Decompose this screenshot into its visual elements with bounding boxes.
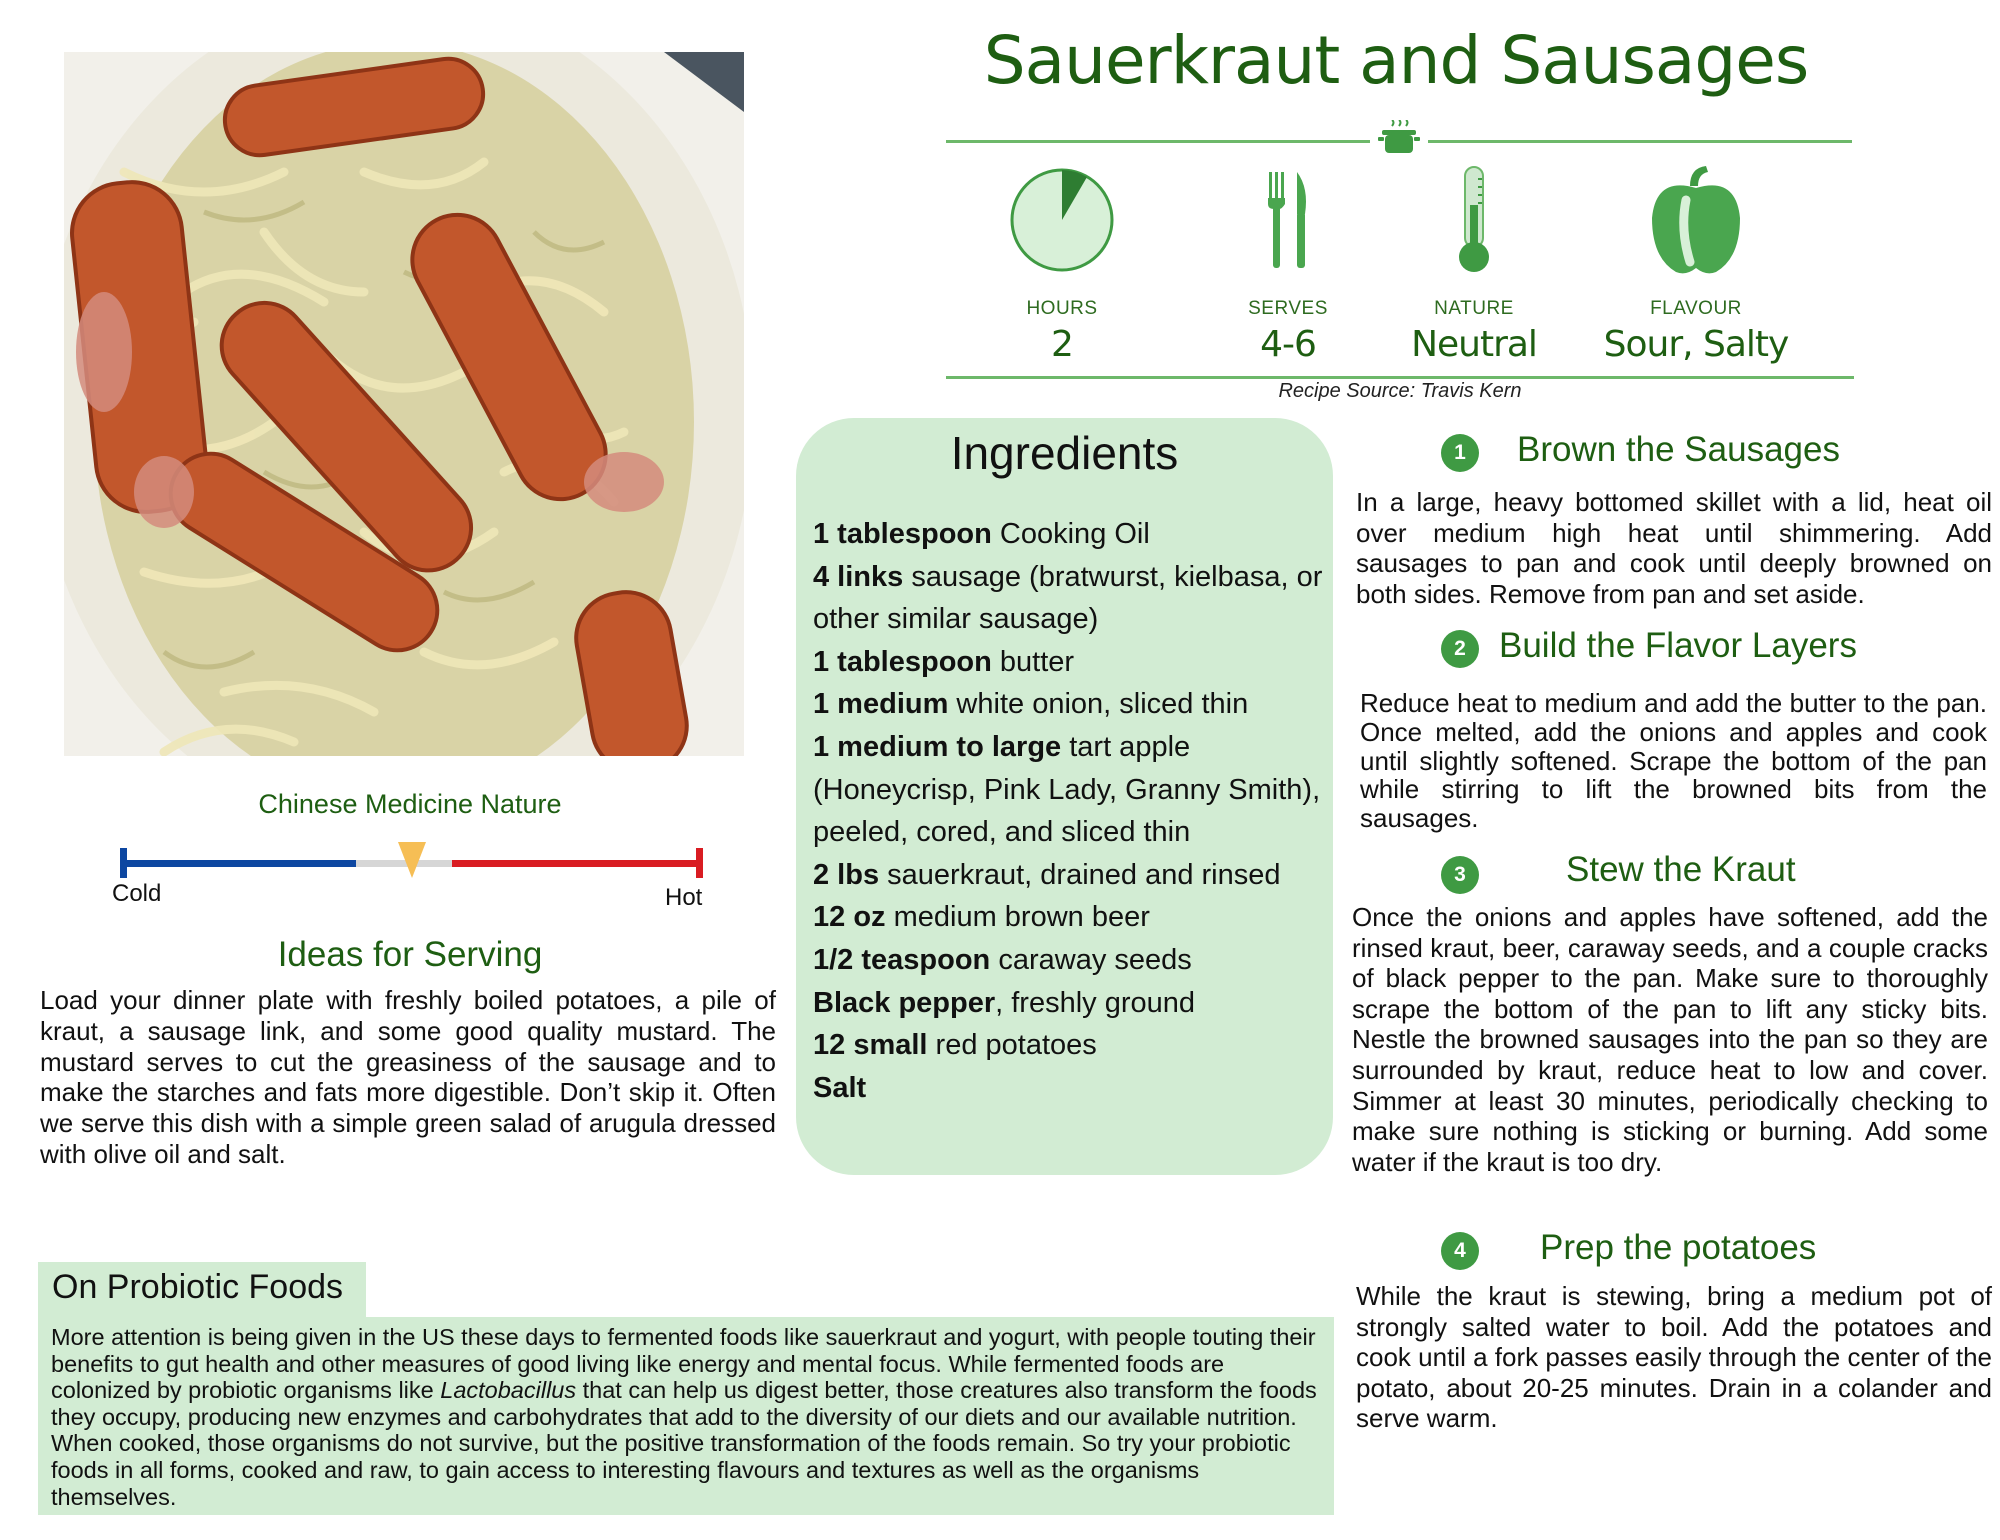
ingredient-text: white onion, sliced thin [948,688,1249,721]
ingredient-text: tart apple (Honeycrisp, Pink Lady, Granny Smith), peeled, cored, and sliced thin [813,730,1321,849]
step-2-badge: 2 [1441,630,1479,668]
stat-value: 2 [1051,324,1073,365]
ingredients-title: Ingredients [950,427,1179,479]
ingredient-item [813,1067,1333,1110]
ingredient-text: sauerkraut, drained and rinsed [879,858,1281,891]
ingredient-qty: 1 medium to large [813,730,1062,763]
ingredient-item [813,683,1333,726]
ingredient-item [813,939,1333,982]
step-1-badge: 1 [1441,434,1479,472]
ingredient-text: Cooking Oil [991,518,1150,550]
header-rule-right [1428,140,1852,143]
ingredient-text: red potatoes [927,1029,1097,1062]
stat-value: Neutral [1411,324,1537,365]
ingredient-item [813,854,1333,897]
ingredient-qty: Salt [813,1071,867,1104]
stat-nature [1354,160,1594,365]
recipe-source: Recipe Source: Travis Kern [1278,380,1522,402]
ingredient-qty: 1 tablespoon [813,518,992,550]
step-1-body: In a large, heavy bottomed skillet with a lid, heat oil over medium high heat until shimmering. Add sausages to pan and cook until deeply browned on both sides. Remove from pan and set aside. [1356,487,1992,609]
cold-label: Cold [112,880,162,907]
probiotic-title: On Probiotic Foods [38,1262,366,1318]
dish-photo [64,52,744,756]
step-2-title: Build the Flavor Layers [1499,626,1857,665]
bell-pepper-icon [1576,160,1816,280]
ingredients-list [813,513,1333,1109]
step-4-title: Prep the potatoes [1540,1228,1817,1267]
ingredient-item [813,556,1333,641]
ingredient-qty: 4 links [813,560,904,593]
step-4-badge: 4 [1441,1232,1479,1270]
probiotic-text-2: that can help us digest better, those creatures also transform the foods they occupy, producing new enzymes and carbohydrates that add to the diversity of our diets and our available nutrition. When cooked, those organisms do not survive, but the positive transformation of the foods remain. So try your probiotic foods in all forms, cooked and raw, to gain access to interesting flavours and textures as well as the organisms themselves. [51,1377,1317,1510]
stats-bottom-rule [946,376,1854,379]
probiotic-text-italic: Lactobacillus [440,1377,577,1404]
stat-label: FLAVOUR [1650,298,1742,319]
stat-label: HOURS [1026,298,1098,319]
stat-label: SERVES [1248,298,1328,319]
recipe-title: Sauerkraut and Sausages [983,22,1809,99]
serving-body: Load your dinner plate with freshly boiled potatoes, a pile of kraut, a sausage link, and some good quality mustard. The mustard serves to cut the greasiness of the sausage and to make the starches and fats more digestible. Don’t skip it. Often we serve this dish with a simple green salad of arugula dressed with olive oil and salt. [40,985,776,1169]
ingredient-item [813,896,1333,939]
nature-scale-title: Chinese Medicine Nature [258,789,562,819]
stat-hours [942,160,1182,365]
ingredient-qty: 12 oz [813,901,886,934]
cooking-pot-icon [1378,120,1420,156]
stat-value: Sour, Salty [1603,324,1789,365]
ingredient-qty: 2 lbs [813,858,880,891]
serving-title: Ideas for Serving [277,935,543,974]
stat-label: NATURE [1434,298,1514,319]
ingredient-qty: 12 small [813,1029,928,1062]
step-1-title: Brown the Sausages [1517,430,1840,469]
hot-label: Hot [665,884,703,911]
ingredient-item [813,1024,1333,1067]
probiotic-body [51,1324,1321,1510]
ingredient-text: medium brown beer [885,901,1150,934]
step-4-body: While the kraut is stewing, bring a medium pot of strongly salted water to boil. Add the potatoes and cook until a fork passes easily through the center of the potato, about 20-25 minutes. Drain in a colander and serve warm. [1356,1281,1992,1434]
thermometer-icon [1354,160,1594,280]
ingredient-item [813,726,1333,854]
clock-pie-icon [942,160,1182,280]
ingredient-qty: 1 medium [813,688,949,721]
ingredient-text: butter [991,645,1075,678]
ingredient-item [813,982,1333,1025]
probiotic-text-1: More attention is being given in the US these days to fermented foods like sauerkraut and yogurt, with people touting their benefits to gut health and other measures of good living like energy and mental focus. While fermented foods are colonized by probiotic organisms like [51,1324,1316,1404]
ingredient-qty: 1/2 teaspoon [813,943,991,976]
ingredient-text: sausage (bratwurst, kielbasa, or other similar sausage) [813,560,1323,636]
ingredient-qty: 1 tablespoon [813,645,992,678]
ingredient-item [813,513,1333,556]
ingredient-text: caraway seeds [990,943,1192,976]
stat-value: 4-6 [1260,324,1316,365]
ingredient-text: , freshly ground [995,986,1196,1019]
stat-flavour [1576,160,1816,365]
step-3-badge: 3 [1441,856,1479,894]
step-3-title: Stew the Kraut [1566,850,1796,889]
ingredient-item [813,641,1333,684]
step-3-body: Once the onions and apples have softened, add the rinsed kraut, beer, caraway seeds, and a couple cracks of black pepper to the pan. Make sure to thoroughly scrape the bottom of the pan to lift any sticky bits. Nestle the browned sausages into the pan so they are surrounded by kraut, reduce heat to low and cover. Simmer at least 30 minutes, periodically checking to make sure nothing is sticking or burning. Add some water if the kraut is too dry. [1352,902,1988,1177]
header-rule-left [946,140,1370,143]
nature-scale [118,842,708,892]
step-2-body: Reduce heat to medium and add the butter to the pan. Once melted, add the onions and apples and cook until slightly softened. Scrape the bottom of the pan while stirring to lift the browned bits from the sausages. [1360,688,1987,834]
ingredient-qty: Black pepper [813,986,996,1019]
